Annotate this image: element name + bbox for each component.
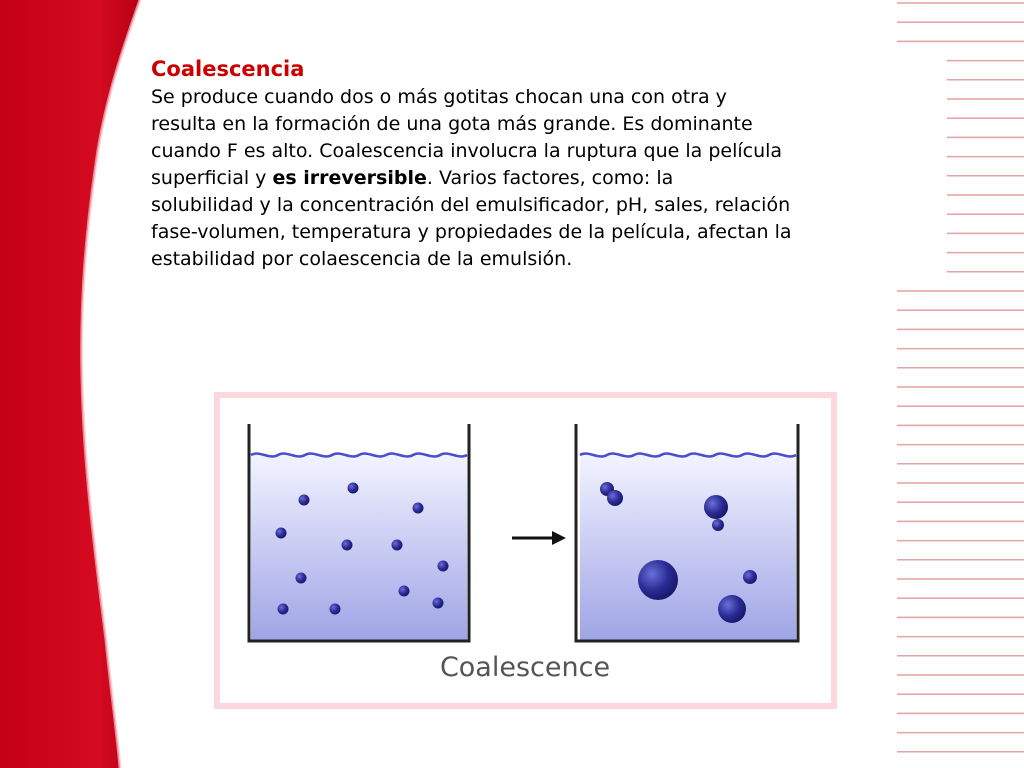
- droplet: [413, 503, 424, 514]
- body-line: [151, 219, 931, 246]
- droplet: [607, 490, 623, 506]
- droplet: [438, 561, 449, 572]
- coalescence-figure: [214, 392, 837, 709]
- body-text: solubilidad y la concentración del emulsificador, pH, sales, relación: [151, 194, 791, 216]
- body-text: resulta en la formación de una gota más grande. Es dominante: [151, 113, 753, 135]
- droplet: [743, 570, 757, 584]
- text-block: [151, 54, 931, 273]
- droplet: [433, 598, 444, 609]
- droplet: [392, 540, 403, 551]
- droplet: [704, 495, 728, 519]
- body-text: fase-volumen, temperatura y propiedades de la película, afectan la: [151, 221, 792, 243]
- body-text: . Varios factores, como: la: [426, 167, 674, 189]
- body-line: [151, 246, 931, 273]
- droplet: [296, 573, 307, 584]
- droplet: [712, 519, 724, 531]
- body-line: [151, 84, 931, 111]
- droplet: [718, 595, 746, 623]
- droplet: [342, 540, 353, 551]
- body-emphasis: es irreversible: [272, 167, 427, 189]
- liquid-after: [580, 454, 796, 640]
- droplet: [399, 586, 410, 597]
- body-text: Se produce cuando dos o más gotitas chocan una con otra y: [151, 86, 727, 108]
- body-line: [151, 165, 931, 192]
- body-text: estabilidad por colaescencia de la emulsión.: [151, 248, 573, 270]
- red-ribbon: [0, 0, 140, 768]
- droplet: [299, 495, 310, 506]
- droplet: [278, 604, 289, 615]
- droplet: [638, 560, 678, 600]
- body-text: cuando F es alto. Coalescencia involucra la ruptura que la película: [151, 140, 783, 162]
- figure-caption: Coalescence: [439, 652, 611, 683]
- slide-title: Coalescencia: [151, 57, 305, 81]
- beaker-before: [249, 424, 469, 641]
- droplet: [276, 528, 287, 539]
- beaker-after: [576, 424, 798, 641]
- body-line: [151, 138, 931, 165]
- body-line: [151, 111, 931, 138]
- droplet: [330, 604, 341, 615]
- slide-body: [151, 84, 931, 273]
- body-line: [151, 192, 931, 219]
- droplet: [348, 483, 359, 494]
- body-text: superficial y: [151, 167, 273, 189]
